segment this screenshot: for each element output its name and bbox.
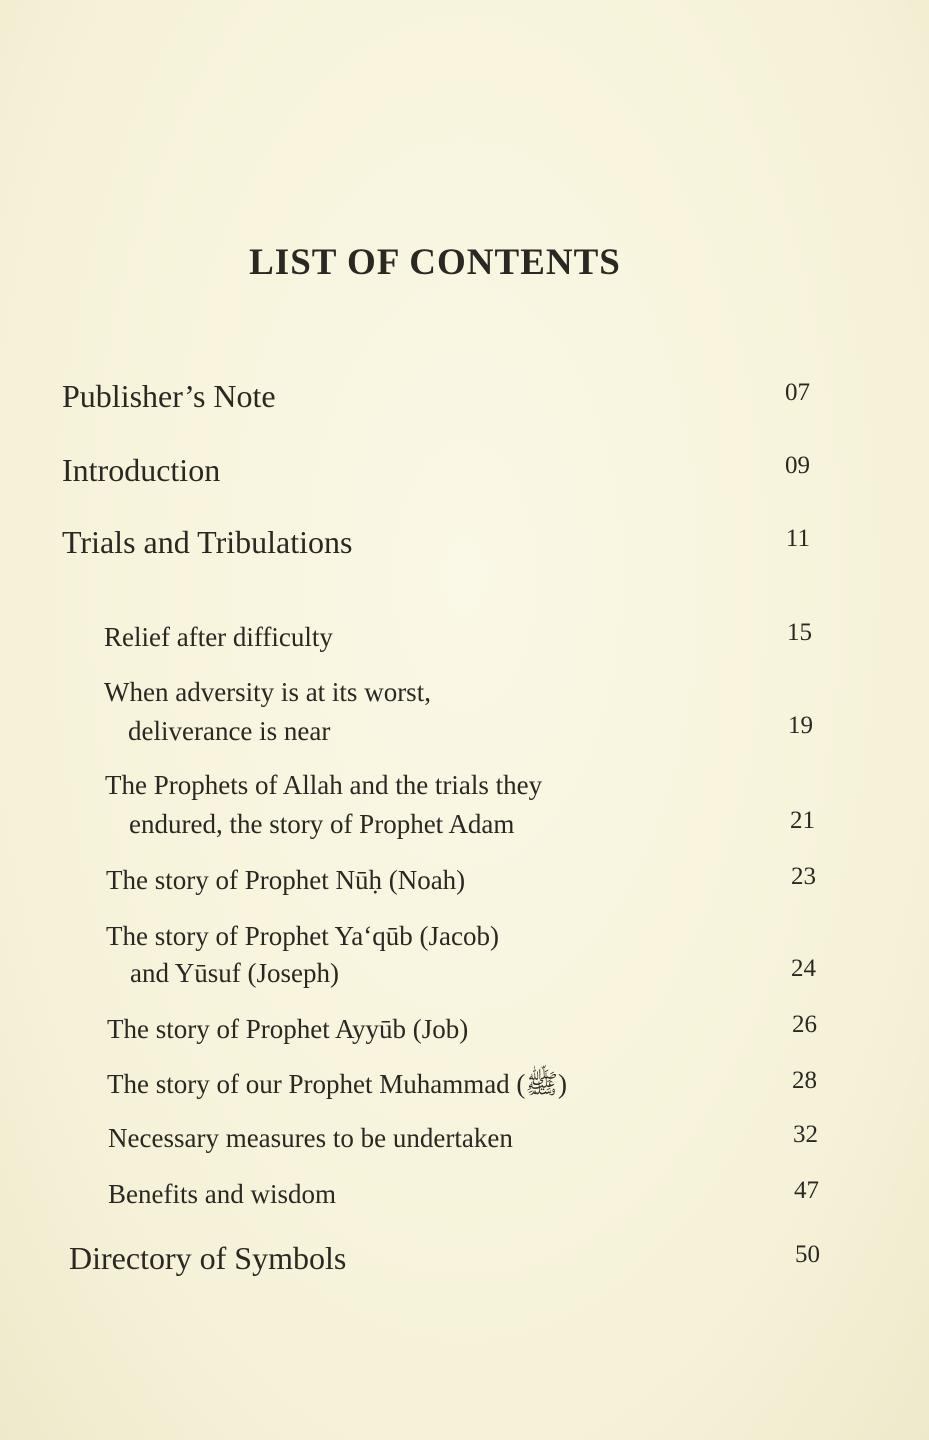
toc-entry-benefits: Benefits and wisdom	[108, 1179, 336, 1209]
toc-entry-adversity: When adversity is at its worst,	[104, 677, 431, 707]
toc-page-number: 07	[785, 379, 810, 406]
toc-page-number: 09	[785, 452, 810, 479]
toc-page-number: 28	[792, 1067, 817, 1094]
toc-entry-prophets-trials-cont: endured, the story of Prophet Adam	[129, 809, 515, 839]
toc-entry-ayyub: The story of Prophet Ayyūb (Job)	[107, 1014, 469, 1044]
toc-entry-directory-symbols: Directory of Symbols	[69, 1240, 347, 1276]
toc-entry-measures: Necessary measures to be undertaken	[108, 1123, 513, 1153]
toc-page-number: 47	[794, 1177, 819, 1204]
toc-entry-adversity-cont: deliverance is near	[128, 716, 331, 746]
toc-page-number: 21	[790, 807, 815, 834]
toc-page-number: 50	[795, 1241, 820, 1268]
toc-entry-prophets-trials: The Prophets of Allah and the trials they	[105, 770, 543, 800]
toc-entry-muhammad: The story of our Prophet Muhammad (ﷺ)	[107, 1069, 568, 1099]
toc-page-number: 26	[792, 1011, 817, 1038]
toc-entry-introduction: Introduction	[62, 452, 221, 488]
toc-entry-publishers-note: Publisher’s Note	[62, 378, 276, 414]
toc-entry-relief: Relief after difficulty	[104, 622, 333, 652]
toc-entry-yaqub-cont: and Yūsuf (Joseph)	[130, 958, 339, 988]
toc-page-number: 15	[787, 619, 812, 646]
toc-page-number: 23	[791, 863, 816, 890]
page-title: LIST OF CONTENTS	[249, 242, 621, 283]
toc-entry-trials: Trials and Tribulations	[62, 524, 353, 560]
toc-page-number: 24	[791, 955, 816, 982]
toc-page-number: 11	[785, 525, 810, 552]
toc-page-number: 32	[793, 1121, 818, 1148]
toc-page-number: 19	[788, 712, 813, 739]
toc-entry-yaqub: The story of Prophet Ya‘qūb (Jacob)	[106, 921, 499, 951]
toc-entry-nuh: The story of Prophet Nūḥ (Noah)	[106, 865, 466, 895]
